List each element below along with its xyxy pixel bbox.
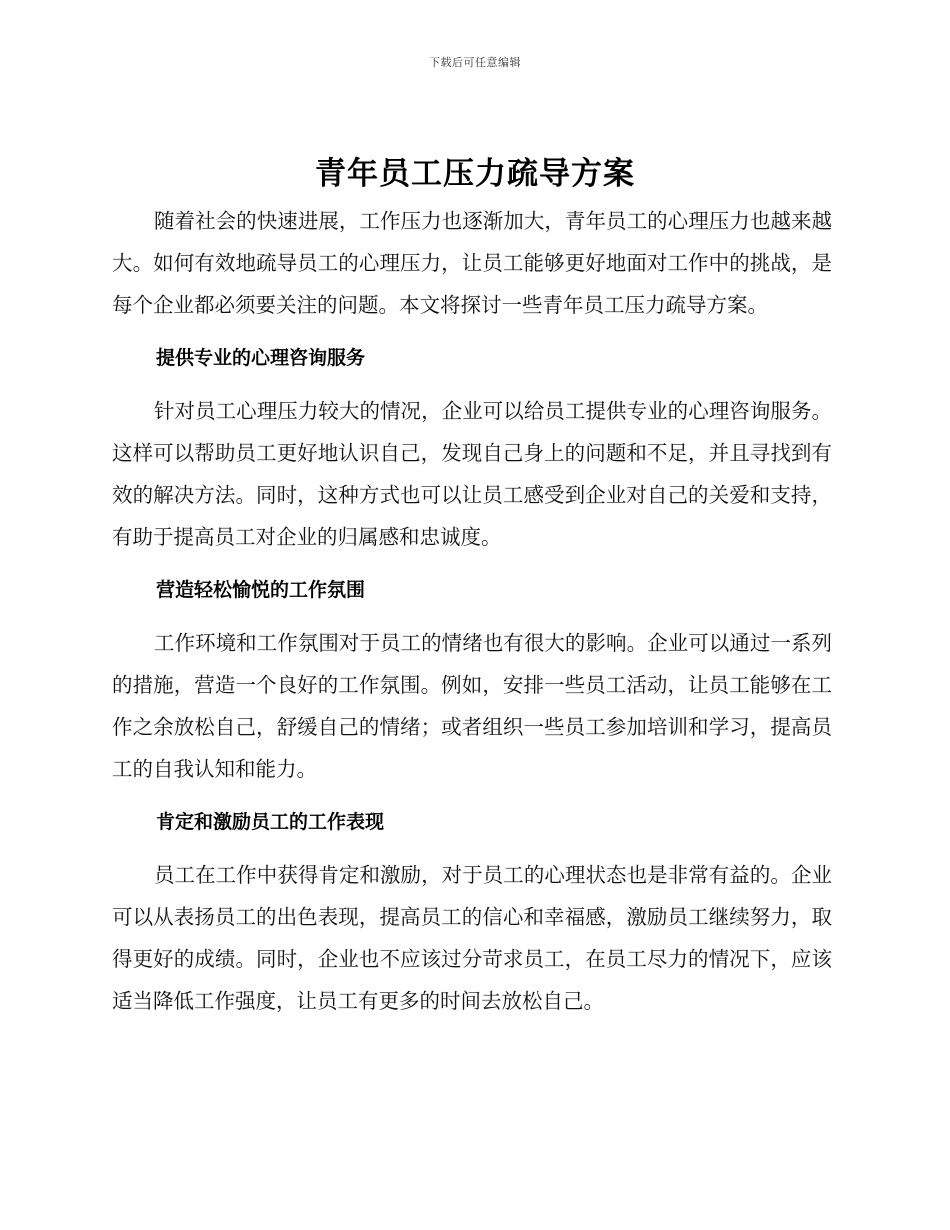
section-heading-recognition: 肯定和激励员工的工作表现 [156,811,385,833]
section-paragraph-recognition: 员工在工作中获得肯定和激励，对于员工的心理状态也是非常有益的。企业可以从表扬员工的出色表现，提高员工的信心和幸福感，激励员工继续努力，取得更好的成绩。同时，企业也不应该过分苛求员工，在员工尽力的情况下，应该适当降低工作强度，让员工有更多的时间去放松自己。 [112,863,832,1013]
document-body [112,200,832,1022]
document-title: 青年员工压力疏导方案 [315,156,635,192]
intro-paragraph: 随着社会的快速进展，工作压力也逐渐加大，青年员工的心理压力也越来越大。如何有效地疏导员工的心理压力，让员工能够更好地面对工作中的挑战，是每个企业都必须要关注的问题。本文将探讨一些青年员工压力疏导方案。 [112,209,832,317]
section-heading-counseling: 提供专业的心理咨询服务 [156,347,366,369]
section-heading-atmosphere: 营造轻松愉悦的工作氛围 [156,579,366,601]
page-header-note: 下载后可任意编辑 [429,56,521,69]
section-paragraph-atmosphere: 工作环境和工作氛围对于员工的情绪也有很大的影响。企业可以通过一系列的措施，营造一个良好的工作氛围。例如，安排一些员工活动，让员工能够在工作之余放松自己，舒缓自己的情绪；或者组织一些员工参加培训和学习，提高员工的自我认知和能力。 [112,631,832,781]
section-paragraph-counseling: 针对员工心理压力较大的情况，企业可以给员工提供专业的心理咨询服务。这样可以帮助员工更好地认识自己，发现自己身上的问题和不足，并且寻找到有效的解决方法。同时，这种方式也可以让员工感受到企业对自己的关爱和支持，有助于提高员工对企业的归属感和忠诚度。 [112,399,832,549]
